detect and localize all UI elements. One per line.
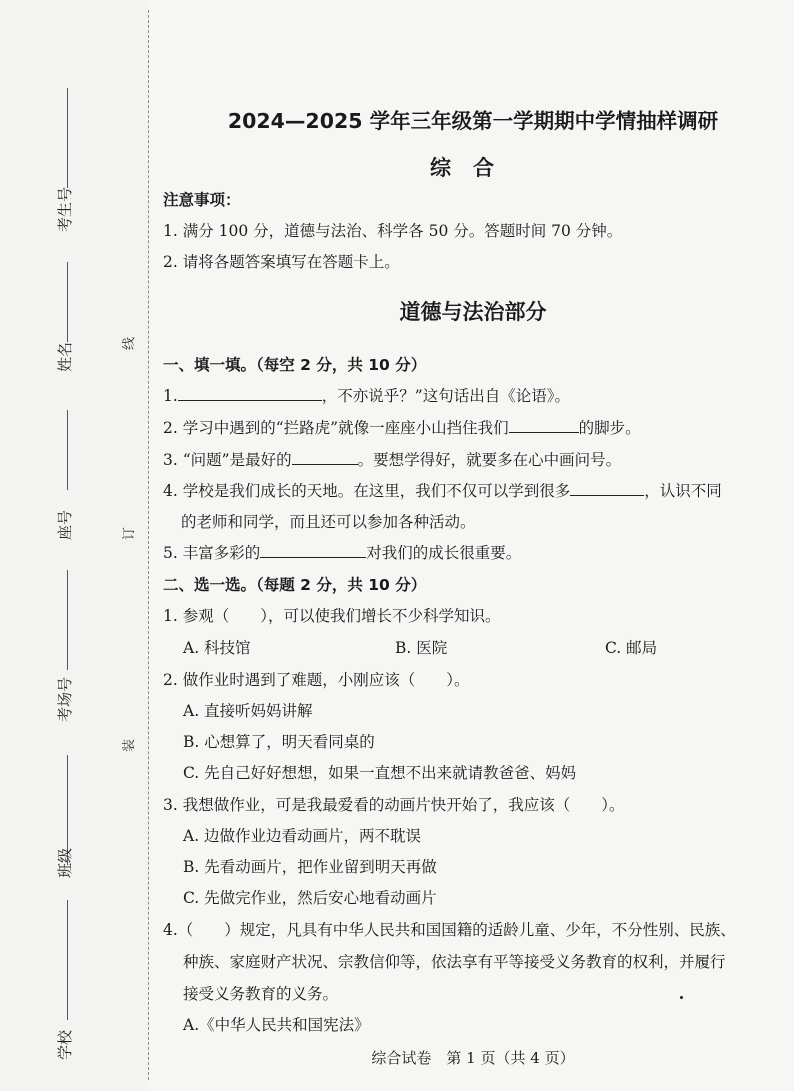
choice-question-4-line2: 种族、家庭财产状况、宗教信仰等，依法享有平等接受义务教育的权利，并履行 — [183, 953, 726, 971]
page-footer: 综合试卷 第 1 页（共 4 页） — [371, 1049, 575, 1067]
fill-q5-text-end: 对我们的成长很重要。 — [366, 544, 522, 562]
choice-q1-option-b[interactable]: B. 医院 — [395, 639, 448, 657]
note-item-2: 2. 请将各题答案填写在答题卡上。 — [163, 253, 400, 271]
choice-q3-option-a[interactable]: A. 边做作业边看动画片，两不耽误 — [183, 827, 422, 845]
exam-subtitle: 综合 — [430, 156, 516, 180]
choice-question-4-line1: 4.（ ）规定，凡具有中华人民共和国国籍的适龄儿童、少年，不分性别、民族、 — [163, 921, 736, 939]
room-line — [67, 570, 68, 670]
fill-q2-blank[interactable] — [509, 416, 579, 433]
section-title: 道德与法治部分 — [399, 300, 547, 324]
fill-q2-text-end: 的脚步。 — [578, 419, 641, 437]
cut-label-line: 线 — [122, 336, 137, 350]
cut-label-ding: 订 — [122, 526, 137, 540]
fill-question-2 — [163, 416, 641, 438]
name-line — [67, 262, 68, 342]
seat-label: 座号 — [56, 509, 74, 540]
school-line — [67, 900, 68, 1020]
choice-question-4-line3: 接受义务教育的义务。 — [183, 985, 339, 1003]
choice-q3-option-b[interactable]: B. 先看动画片，把作业留到明天再做 — [183, 858, 437, 876]
fill-q1-number: 1. — [163, 387, 178, 405]
exam-title: 2024—2025 学年三年级第一学期期中学情抽样调研 — [227, 109, 719, 133]
fill-q2-text: 2. 学习中遇到的“拦路虎”就像一座座小山挡住我们 — [163, 419, 509, 437]
fill-q4-text: 4. 学校是我们成长的天地。在这里，我们不仅可以学到很多 — [163, 482, 571, 500]
seat-line — [67, 410, 68, 490]
choice-q1-option-a[interactable]: A. 科技馆 — [183, 639, 251, 657]
fill-q3-text: 3. “问题”是最好的 — [163, 451, 292, 469]
cut-label-zhuang: 装 — [122, 738, 137, 752]
fill-q5-text: 5. 丰富多彩的 — [163, 544, 261, 562]
fill-q3-text-end: 。要想学得好，就要多在心中画问号。 — [357, 451, 622, 469]
fill-question-4 — [163, 479, 722, 501]
part2-heading: 二、选一选。（每题 2 分，共 10 分） — [163, 576, 427, 594]
fill-q1-text: ，不亦说乎？”这句话出自《论语》。 — [321, 387, 570, 405]
choice-q2-option-c[interactable]: C. 先自己好好想想，如果一直想不出来就请教爸爸、妈妈 — [183, 764, 577, 782]
school-label: 学校 — [56, 1029, 74, 1060]
fill-q5-blank[interactable] — [260, 541, 366, 558]
fill-q1-blank[interactable] — [178, 384, 322, 401]
scan-speck — [680, 996, 683, 999]
choice-q2-option-a[interactable]: A. 直接听妈妈讲解 — [183, 702, 313, 720]
cut-dashed-line — [148, 10, 149, 1080]
choice-q3-option-c[interactable]: C. 先做完作业，然后安心地看动画片 — [183, 889, 437, 907]
choice-question-2: 2. 做作业时遇到了难题，小刚应该（ ）。 — [163, 671, 470, 689]
class-label: 班级 — [56, 847, 74, 878]
note-item-1: 1. 满分 100 分，道德与法治、科学各 50 分。答题时间 70 分钟。 — [163, 222, 623, 240]
choice-question-1: 1. 参观（ ），可以使我们增长不少科学知识。 — [163, 607, 501, 625]
name-label: 姓名 — [56, 341, 74, 372]
exam-page — [163, 0, 783, 1091]
fill-question-1 — [163, 384, 570, 406]
choice-q4-option-a[interactable]: A.《中华人民共和国宪法》 — [183, 1016, 370, 1034]
notes-heading: 注意事项： — [163, 191, 241, 209]
part1-heading: 一、填一填。（每空 2 分，共 10 分） — [163, 356, 427, 374]
fill-q3-blank[interactable] — [292, 448, 358, 465]
binding-margin — [0, 0, 148, 1091]
fill-q4-blank[interactable] — [570, 479, 644, 496]
exam-no-label: 考生号 — [56, 186, 74, 232]
fill-question-5 — [163, 541, 521, 563]
fill-question-3 — [163, 448, 621, 470]
room-label: 考场号 — [56, 676, 74, 722]
choice-q1-option-c[interactable]: C. 邮局 — [605, 639, 658, 657]
fill-q4-text-end: ，认识不同 — [644, 482, 722, 500]
choice-question-3: 3. 我想做作业，可是我最爱看的动画片快开始了，我应该（ ）。 — [163, 796, 625, 814]
choice-q2-option-b[interactable]: B. 心想算了，明天看同桌的 — [183, 733, 375, 751]
fill-question-4-line2: 的老师和同学，而且还可以参加各种活动。 — [181, 513, 476, 531]
exam-no-line — [67, 88, 68, 188]
